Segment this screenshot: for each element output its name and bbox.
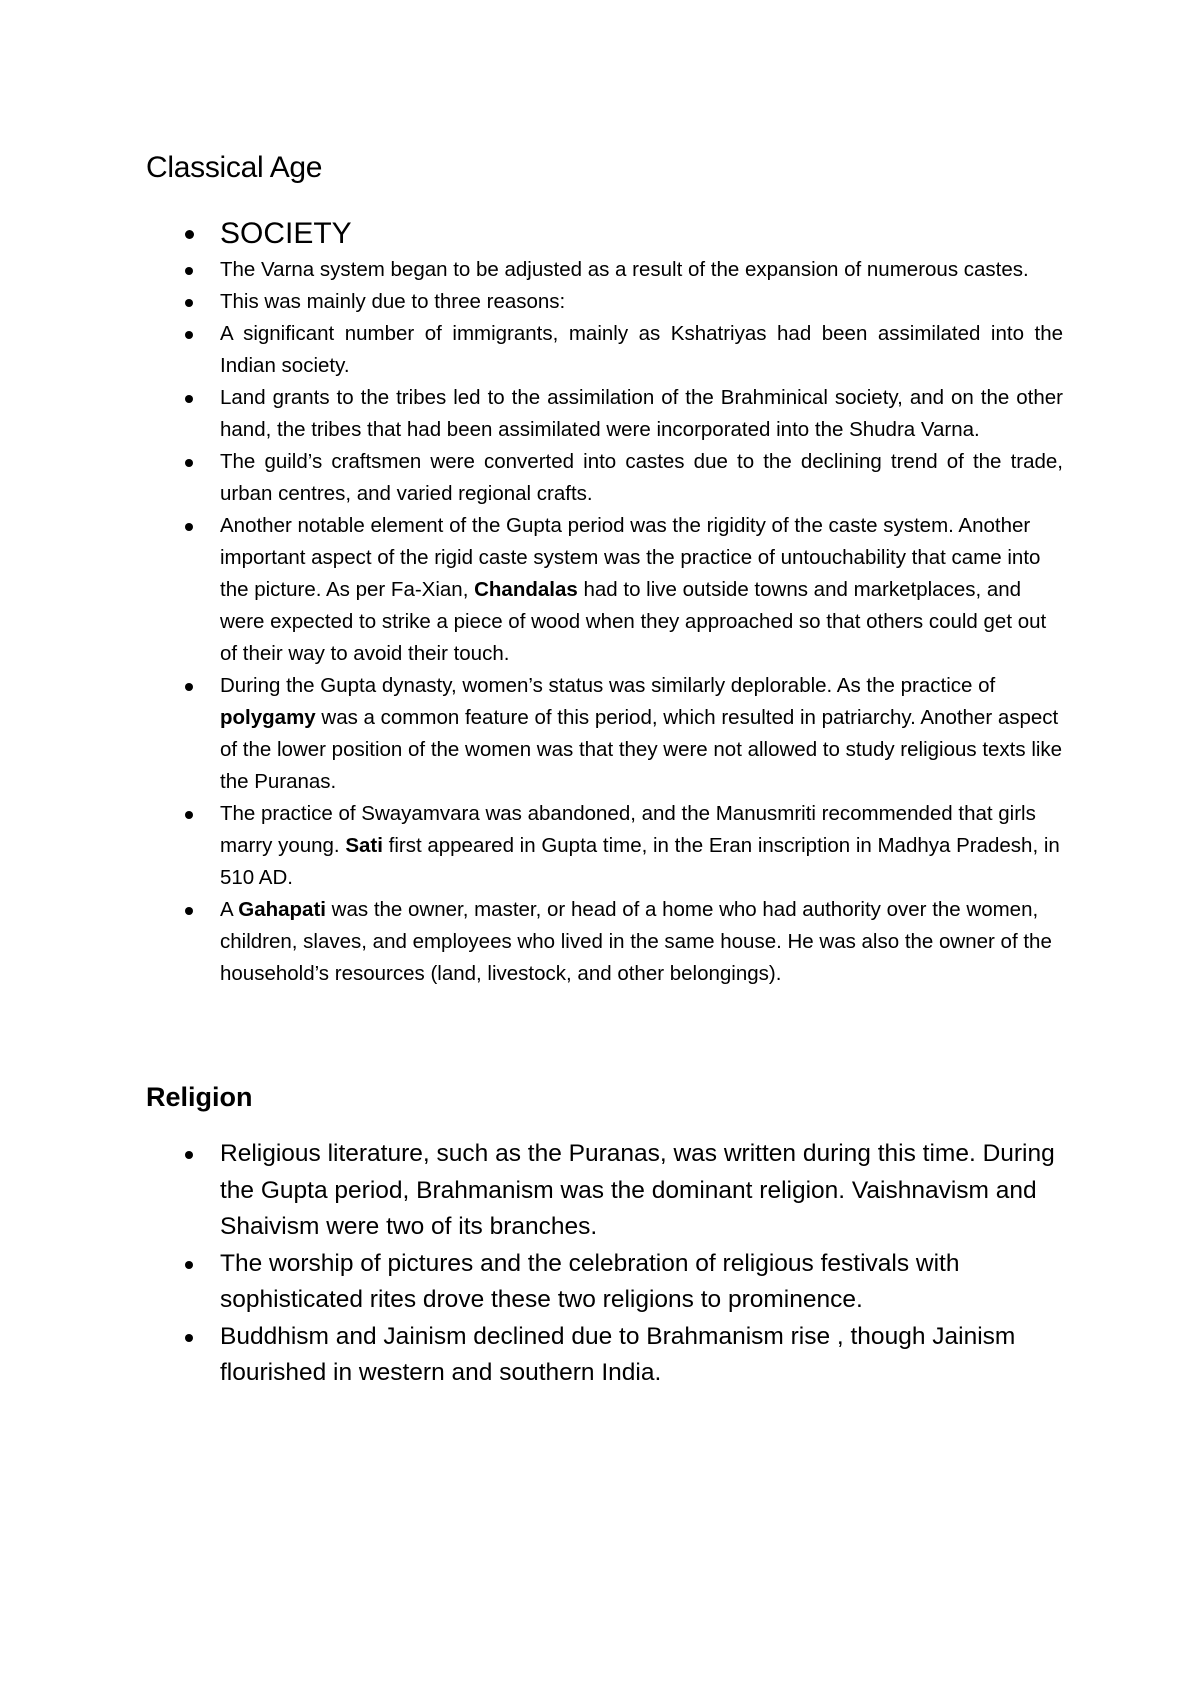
bullet-icon — [185, 299, 193, 307]
bullet-icon — [185, 267, 193, 275]
list-item — [0, 1319, 1063, 1392]
bullet-icon — [185, 459, 193, 467]
list-item — [0, 318, 1063, 382]
key-term: polygamy — [220, 706, 316, 729]
page-title: Classical Age — [146, 151, 323, 184]
bullet-icon — [185, 395, 193, 403]
list-item-text: This was mainly due to three reasons: — [220, 290, 566, 313]
list-item — [0, 1246, 1063, 1319]
list-item — [0, 510, 1063, 670]
list-item — [0, 894, 1063, 990]
society-heading: SOCIETY — [220, 217, 352, 250]
list-item-text: The worship of pictures and the celebration of religious festivals with sophisticated rites drove these two religions to prominence. — [220, 1249, 960, 1313]
list-item — [0, 254, 1063, 286]
bullet-icon — [185, 1334, 193, 1342]
bullet-icon — [185, 331, 193, 339]
list-item-text-pre: During the Gupta dynasty, women’s status was similarly deplorable. As the practice of — [220, 674, 996, 697]
list-item-text: Land grants to the tribes led to the assimilation of the Brahminical society, and on the other hand, the tribes that had been assimilated were incorporated into the Shudra Varna. — [220, 386, 1063, 441]
society-list — [0, 214, 1063, 990]
key-term: Chandalas — [474, 578, 578, 601]
list-item-text: The guild’s craftsmen were converted into castes due to the declining trend of the trade, urban centres, and varied regional crafts. — [220, 450, 1063, 505]
bullet-icon — [185, 683, 193, 691]
list-item-text-post: was a common feature of this period, which resulted in patriarchy. Another aspect of the lower position of the women was that they were not allowed to study religious texts like the Puranas. — [220, 706, 1063, 793]
list-item-text-pre: The practice of Swayamvara was abandoned, and the Manusmriti recommended that girls marry young. — [220, 802, 1036, 857]
list-item — [0, 286, 1063, 318]
bullet-icon — [185, 1151, 193, 1159]
list-item-text-post: first appeared in Gupta time, in the Eran inscription in Madhya Pradesh, in 510 AD. — [220, 834, 1060, 889]
list-item — [0, 1136, 1063, 1246]
list-item-text-pre: A — [220, 898, 239, 921]
list-item — [0, 446, 1063, 510]
bullet-icon — [185, 811, 193, 819]
bullet-icon — [185, 230, 194, 239]
bullet-icon — [185, 1261, 193, 1269]
list-item-text-pre: Another notable element of the Gupta period was the rigidity of the caste system. Another important aspect of the rigid caste system was the practice of untouchability that came into the picture. As per Fa-Xian, — [220, 514, 1041, 601]
list-item-text: Religious literature, such as the Puranas, was written during this time. During the Gupta period, Brahmanism was the dominant religion. Vaishnavism and Shaivism were two of its branches. — [220, 1140, 1055, 1240]
list-item — [0, 798, 1063, 894]
bullet-icon — [185, 523, 193, 531]
bullet-icon — [185, 907, 193, 915]
list-item-text: Buddhism and Jainism declined due to Brahmanism rise , though Jainism flourished in western and southern India. — [220, 1322, 1016, 1386]
list-item-text: A significant number of immigrants, mainly as Kshatriyas had been assimilated into the Indian society. — [220, 322, 1063, 377]
list-item-text-post: was the owner, master, or head of a home who had authority over the women, children, slaves, and employees who lived in the same house. He was also the owner of the household’s resources (land, livestock, and other belongings). — [220, 898, 1052, 985]
key-term: Sati — [345, 834, 383, 857]
list-item — [0, 670, 1063, 798]
society-heading-item — [0, 214, 1063, 254]
religion-list — [0, 1136, 1063, 1392]
list-item-text-post: had to live outside towns and marketplaces, and were expected to strike a piece of wood when they approached so that others could get out of their way to avoid their touch. — [220, 578, 1047, 665]
list-item — [0, 382, 1063, 446]
list-item-text: The Varna system began to be adjusted as a result of the expansion of numerous castes. — [220, 258, 1029, 281]
religion-heading: Religion — [146, 1082, 253, 1112]
key-term: Gahapati — [238, 898, 326, 921]
